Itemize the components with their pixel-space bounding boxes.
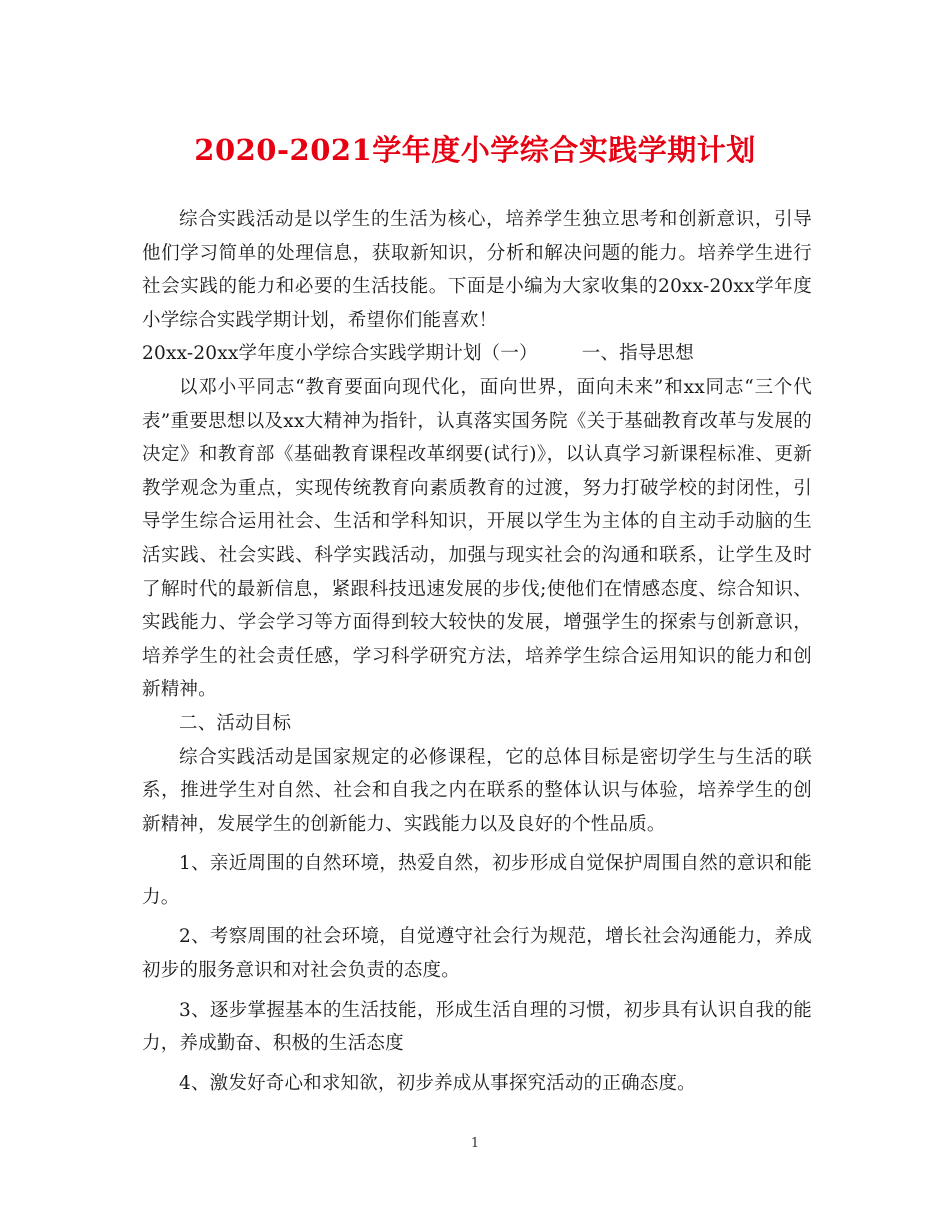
section2-heading: 二、活动目标 [179, 712, 292, 734]
goal-item: 1、亲近周围的自然环境，热爱自然，初步形成自觉保护周围自然的意识和能力。 [142, 853, 812, 908]
goal-item: 2、考察周围的社会环境，自觉遵守社会行为规范，增长社会沟通能力，养成初步的服务意识和对社会负责的态度。 [142, 926, 812, 982]
section1-paragraph: 以邓小平同志“教育要面向现代化，面向世界，面向未来”和xx同志“三个代表”重要思想以及xx大精神为指针，认真落实国务院《关于基础教育改革与发展的决定》和教育部《基础教育课程改革纲要(试行)》，以认真学习新课程标准、更新教学观念为重点，实现传统教育向素质教育的过渡，努力打破学校的封闭性，引导学生综合运用社会、生活和学科知识，开展以学生为主体的自主动手动脑的生活实践、社会实践、科学实践活动，加强与现实社会的沟通和联系，让学生及时了解时代的最新信息，紧跟科技迅速发展的步伐;使他们在情感态度、综合知识、实践能力、学会学习等方面得到较大较快的发展，增强学生的探索与创新意识，培养学生的社会责任感，学习科学研究方法，培养学生综合运用知识的能力和创新精神。 [142, 376, 812, 701]
goal-item: 4、激发好奇心和求知欲，初步养成从事探究活动的正确态度。 [179, 1072, 696, 1094]
plan-heading-line [142, 337, 812, 371]
intro-paragraph: 综合实践活动是以学生的生活为核心，培养学生独立思考和创新意识，引导他们学习简单的处理信息，获取新知识，分析和解决问题的能力。培养学生进行社会实践的能力和必要的生活技能。下面是小编为大家收集的20xx-20xx学年度小学综合实践学期计划，希望你们能喜欢！ [142, 209, 812, 331]
section2-paragraph: 综合实践活动是国家规定的必修课程，它的总体目标是密切学生与生活的联系，推进学生对自然、社会和自我之内在联系的整体认识与体验，培养学生的创新精神，发展学生的创新能力、实践能力以及良好的个性品质。 [142, 746, 812, 835]
plan-heading: 20xx-20xx学年度小学综合实践学期计划（一） [142, 343, 538, 365]
document-title: 2020-2021学年度小学综合实践学期计划 [194, 133, 756, 167]
goal-item: 3、逐步掌握基本的生活技能，形成生活自理的习惯，初步具有认识自我的能力，养成勤奋、积极的生活态度 [142, 999, 812, 1055]
document-body [142, 203, 812, 1100]
section1-heading: 一、指导思想 [581, 343, 694, 365]
page-number: 1 [470, 1136, 480, 1151]
